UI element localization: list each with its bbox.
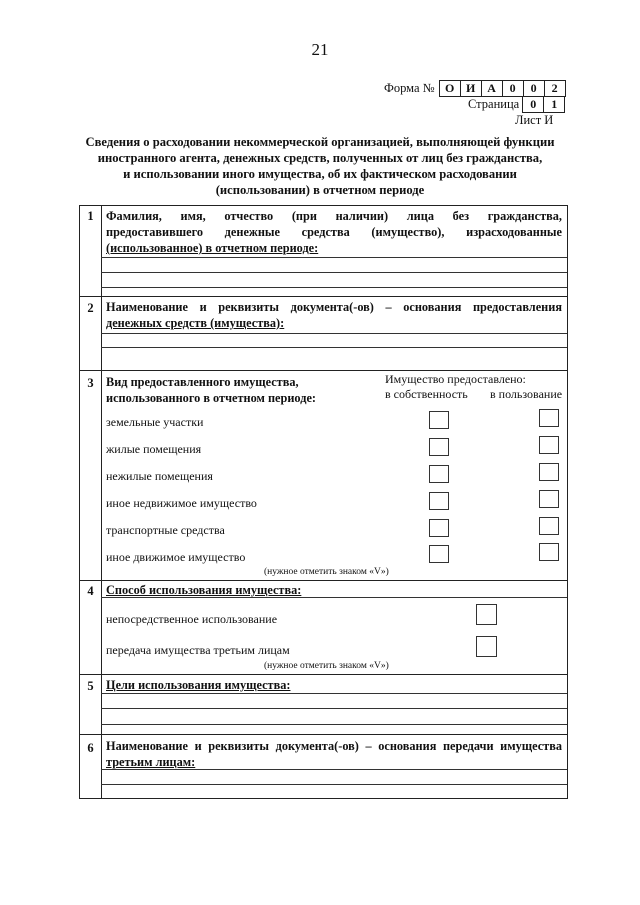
form-code-cell: О <box>439 80 461 97</box>
page-cell: 1 <box>543 96 565 113</box>
form-code-cell: 2 <box>544 80 566 97</box>
answer-line[interactable] <box>101 693 567 694</box>
heading-underline <box>101 597 567 598</box>
usage-method-label: непосредственное использование <box>106 612 278 626</box>
provided-header: Имущество предоставлено: <box>385 372 526 386</box>
form-number-label: Форма № <box>384 81 435 95</box>
ownership-checkbox[interactable] <box>429 465 449 483</box>
property-type-label: земельные участки <box>106 415 204 429</box>
section-number: 6 <box>87 741 94 755</box>
column-use: в пользование <box>490 387 563 401</box>
usage-method-label: передача имущества третьим лицам <box>106 643 290 657</box>
ownership-checkbox[interactable] <box>429 438 449 456</box>
section-divider <box>80 734 567 735</box>
property-type-label: транспортные средства <box>106 523 225 537</box>
heading-line: третьим лицам: <box>106 755 196 769</box>
form-code-block <box>384 80 584 130</box>
usage-method-checkbox[interactable] <box>476 636 497 657</box>
page-label: Страница <box>468 97 520 111</box>
section-divider <box>80 370 567 371</box>
answer-line[interactable] <box>101 287 567 288</box>
title-line: Сведения о расходовании некоммерческой организацией, выполняющей функции <box>85 135 555 149</box>
use-checkbox[interactable] <box>539 463 559 481</box>
form-code-cell: И <box>460 80 482 97</box>
use-checkbox[interactable] <box>539 543 559 561</box>
use-checkbox[interactable] <box>539 409 559 427</box>
section-number: 5 <box>87 679 94 693</box>
answer-line[interactable] <box>101 347 567 348</box>
use-checkbox[interactable] <box>539 517 559 535</box>
document-title <box>60 134 580 198</box>
heading-line: предоставившего денежные средства (имущество), израсходованные <box>106 225 562 239</box>
form-code-cell: 0 <box>502 80 524 97</box>
answer-line[interactable] <box>101 708 567 709</box>
form-number-row <box>384 80 566 97</box>
heading-line: Наименование и реквизиты документа(-ов) – основания передачи имущества <box>106 739 562 753</box>
answer-line[interactable] <box>101 724 567 725</box>
answer-line[interactable] <box>101 333 567 334</box>
heading-line: Фамилия, имя, отчество (при наличии) лица без гражданства, <box>106 209 562 223</box>
section-2-heading <box>106 299 562 331</box>
property-type-label: нежилые помещения <box>106 469 213 483</box>
section-number: 4 <box>87 584 94 598</box>
ownership-checkbox[interactable] <box>429 519 449 537</box>
heading-line: денежных средств (имущества): <box>106 316 285 330</box>
section-3-heading <box>106 374 316 406</box>
answer-line[interactable] <box>101 769 567 770</box>
sheet-label: Лист И <box>515 113 554 127</box>
form-code-cell: А <box>481 80 503 97</box>
section-4-heading: Способ использования имущества: <box>106 583 302 597</box>
title-line: (использовании) в отчетном периоде <box>215 183 425 197</box>
section-number: 1 <box>87 209 94 223</box>
section-6-heading <box>106 738 562 770</box>
form-code-cell: 0 <box>523 80 545 97</box>
page-row <box>468 96 565 113</box>
use-checkbox[interactable] <box>539 490 559 508</box>
column-ownership: в собственность <box>385 387 468 401</box>
answer-line[interactable] <box>101 257 567 258</box>
mark-note: (нужное отметить знаком «V») <box>264 661 389 671</box>
page-cell: 0 <box>522 96 544 113</box>
property-type-label: иное движимое имущество <box>106 550 246 564</box>
heading-line: использованного в отчетном периоде: <box>106 391 316 405</box>
title-line: иностранного агента, денежных средств, полученных от лиц без гражданства, <box>97 151 543 165</box>
property-type-label: иное недвижимое имущество <box>106 496 257 510</box>
section-divider <box>80 580 567 581</box>
title-line: и использовании иного имущества, об их фактическом расходовании <box>123 167 517 181</box>
section-divider <box>80 674 567 675</box>
section-divider <box>80 296 567 297</box>
property-type-label: жилые помещения <box>106 442 202 456</box>
ownership-checkbox[interactable] <box>429 411 449 429</box>
number-column-divider <box>101 206 102 798</box>
answer-line[interactable] <box>101 784 567 785</box>
section-5-heading: Цели использования имущества: <box>106 678 291 692</box>
section-number: 3 <box>87 376 94 390</box>
mark-note: (нужное отметить знаком «V») <box>264 567 389 577</box>
heading-line: Вид предоставленного имущества, <box>106 375 299 389</box>
section-number: 2 <box>87 301 94 315</box>
usage-method-checkbox[interactable] <box>476 604 497 625</box>
section-1-heading <box>106 208 562 256</box>
heading-line: Наименование и реквизиты документа(-ов) – основания предоставления <box>106 300 562 314</box>
answer-line[interactable] <box>101 272 567 273</box>
page-number: 21 <box>311 40 329 59</box>
form-table <box>79 205 568 799</box>
ownership-checkbox[interactable] <box>429 545 449 563</box>
use-checkbox[interactable] <box>539 436 559 454</box>
heading-line: (использованное) в отчетном периоде: <box>106 241 319 255</box>
ownership-checkbox[interactable] <box>429 492 449 510</box>
